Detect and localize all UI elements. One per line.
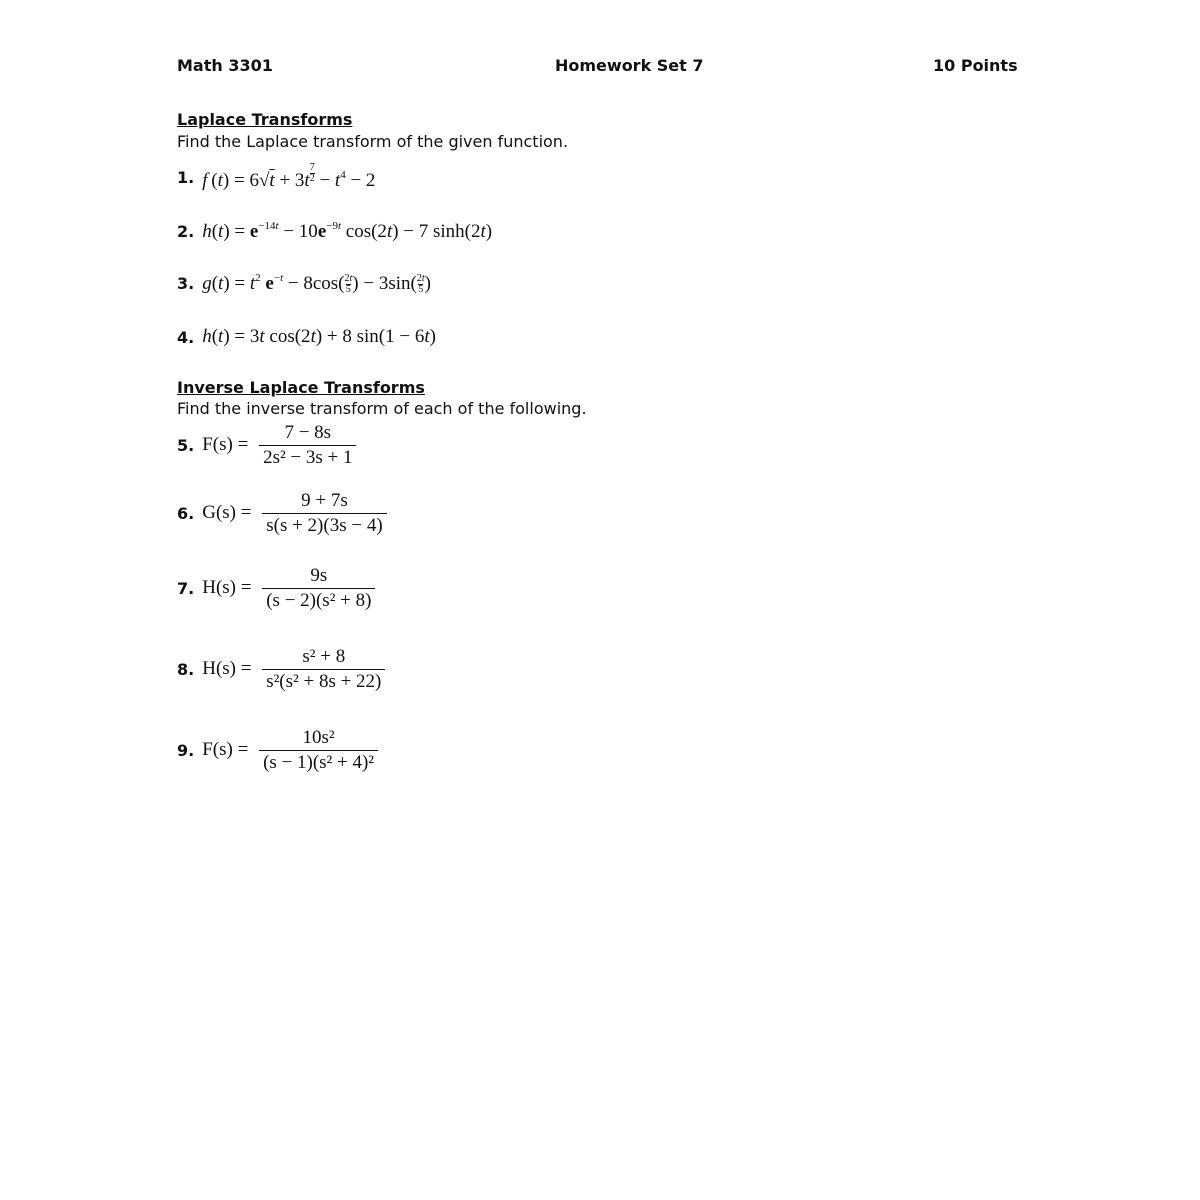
points-label: 10 Points [933, 56, 1018, 75]
numerator: 7 − 8s [284, 422, 332, 443]
denominator: 2s² − 3s + 1 [259, 445, 356, 469]
problem-expression: f (t) = 6√t + 3t $^{\frac{7}{2}}$ − $t^4 - 2$ [202, 162, 376, 191]
problem-6 [177, 490, 387, 537]
lhs: F(s) = [202, 433, 249, 455]
problem-4 [177, 326, 436, 348]
denominator: (s − 2)(s² + 8) [262, 588, 375, 612]
course-label: Math 3301 [177, 56, 273, 75]
lhs: H(s) = [202, 576, 252, 598]
problem-number: 5. [177, 436, 195, 455]
section-instructions-laplace: Find the Laplace transform of the given function. [177, 132, 569, 151]
section-heading-laplace: Laplace Transforms [177, 110, 353, 129]
section-instructions-inverse: Find the inverse transform of each of the following. [177, 399, 587, 418]
problem-expression [202, 565, 375, 612]
problem-expression [202, 727, 378, 774]
lhs: H(s) = [202, 657, 252, 679]
problem-3 [177, 272, 431, 295]
problem-number: 3. [177, 274, 195, 294]
lhs: G(s) = [202, 501, 252, 523]
problem-number: 1. [177, 167, 195, 187]
problem-expression: $h(t) = e^{-14t} - 10e^{-9t}$ cos(2t) − 7 sinh(2t) [202, 220, 493, 242]
problem-7 [177, 565, 375, 612]
problem-8 [177, 646, 385, 693]
problem-number: 2. [177, 222, 195, 241]
numerator: s² + 8 [302, 646, 346, 667]
problem-number: 8. [177, 660, 195, 679]
document-title: Homework Set 7 [555, 56, 704, 75]
denominator: s²(s² + 8s + 22) [262, 669, 385, 693]
section-heading-inverse-laplace: Inverse Laplace Transforms [177, 378, 425, 397]
problem-9 [177, 727, 378, 774]
problem-number: 6. [177, 504, 195, 523]
denominator: s(s + 2)(3s − 4) [262, 513, 386, 537]
problem-number: 7. [177, 579, 195, 598]
problem-expression [202, 422, 356, 469]
problem-expression [202, 646, 385, 693]
lhs: F(s) = [202, 738, 249, 760]
problem-2 [177, 220, 492, 243]
problem-1 [177, 163, 375, 192]
denominator: (s − 1)(s² + 4)² [259, 750, 378, 774]
numerator: 9 + 7s [301, 490, 348, 511]
problem-expression [202, 490, 386, 537]
numerator: 10s² [302, 727, 335, 748]
problem-number: 4. [177, 327, 195, 347]
numerator: 9s [310, 565, 328, 586]
problem-5 [177, 422, 356, 469]
problem-number: 9. [177, 741, 195, 760]
problem-expression: $g(t) = t^2$ $e^{-t} - 8\cos$( $\frac{2t}{5}$ ) − 3sin( $\frac{2t}{5}$ ) [202, 272, 431, 296]
problem-expression: h(t) = 3t cos(2t) + 8 sin(1 − 6t) [202, 326, 436, 347]
